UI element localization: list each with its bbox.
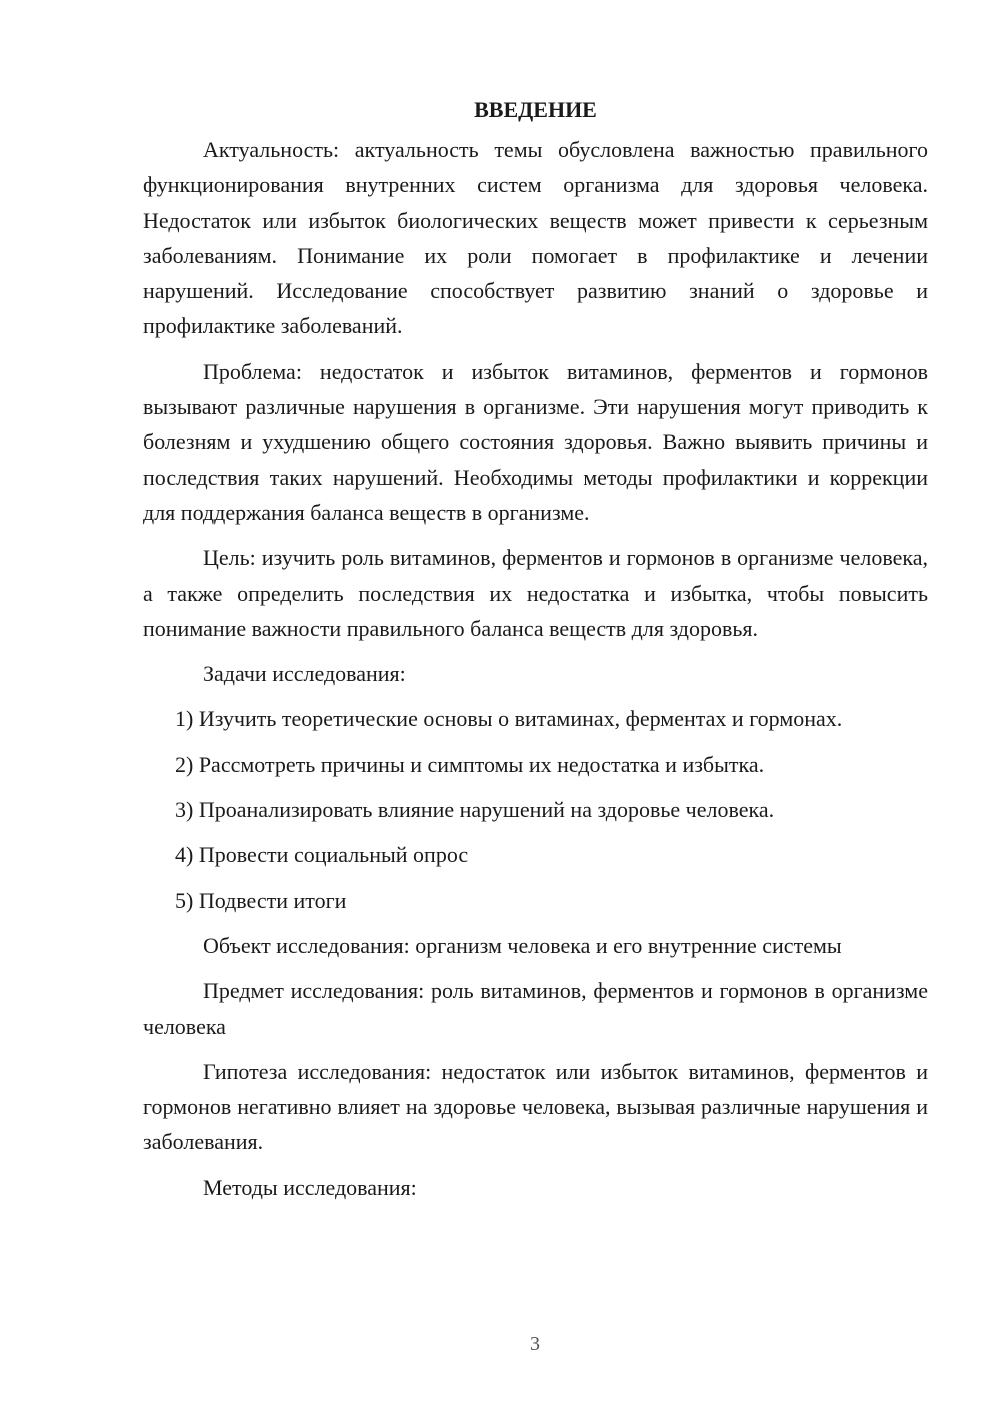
problem-paragraph: Проблема: недостаток и избыток витаминов, ферментов и гормонов вызывают различные нарушения в организме. Эти нарушения могут приводить к болезням и ухудшению общего состояния здоровья. Важно выявить причины и последствия таких нарушений. Необходимы методы профилактики и коррекции для поддержания баланса веществ в организме. xyxy=(143,358,928,525)
hypothesis-paragraph: Гипотеза исследования: недостаток или избыток витаминов, ферментов и гормонов негативно влияет на здоровье человека, вызывая различные нарушения и заболевания. xyxy=(143,1058,928,1155)
methods-title: Методы исследования: xyxy=(203,1174,417,1200)
section-heading: ВВЕДЕНИЕ xyxy=(474,97,597,122)
list-item: 1) Изучить теоретические основы о витаминах, ферментах и гормонах. xyxy=(175,706,843,732)
subject-paragraph: Предмет исследования: роль витаминов, ферментов и гормонов в организме человека xyxy=(143,978,928,1039)
goal-paragraph: Цель: изучить роль витаминов, ферментов и гормонов в организме человека, а также определить последствия их недостатка и избытка, чтобы повысить понимание важности правильного баланса веществ для здоровья. xyxy=(143,545,928,641)
list-item: 2) Рассмотреть причины и симптомы их недостатка и избытка. xyxy=(175,751,765,777)
object-paragraph: Объект исследования: организм человека и его внутренние системы xyxy=(203,932,842,958)
document-page xyxy=(143,92,928,1205)
relevance-paragraph: Актуальность: актуальность темы обусловлена важностью правильного функционирования внутренних систем организма для здоровья человека. Недостаток или избыток биологических веществ может привести к серьезным заболеваниям. Понимание их роли помогает в профилактике и лечении нарушений. Исследование способствует развитию знаний о здоровье и профилактике заболеваний. xyxy=(143,137,928,339)
list-item: 5) Подвести итоги xyxy=(175,887,347,913)
tasks-title: Задачи исследования: xyxy=(203,661,406,687)
list-item: 4) Провести социальный опрос xyxy=(175,842,469,868)
list-item: 3) Проанализировать влияние нарушений на здоровье человека. xyxy=(175,797,775,823)
tasks-list xyxy=(143,701,928,917)
page-number: 3 xyxy=(530,1333,540,1355)
